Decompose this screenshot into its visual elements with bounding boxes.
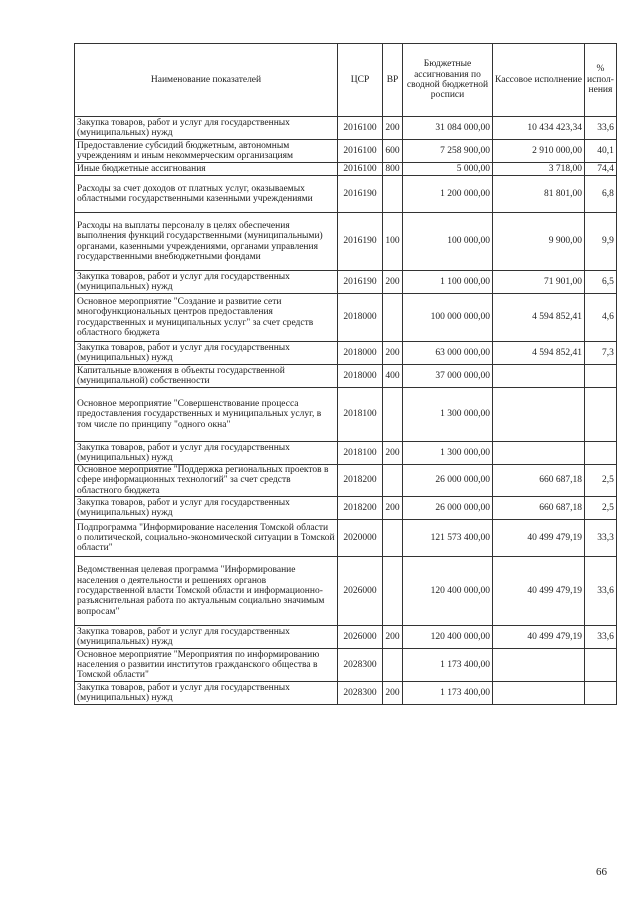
table-row (75, 388, 617, 442)
row-vr (383, 176, 403, 213)
row-pct: 9,9 (585, 213, 617, 271)
row-vr (383, 649, 403, 682)
row-vr: 600 (383, 140, 403, 163)
row-vr: 200 (383, 117, 403, 140)
header-csr: ЦСР (338, 44, 383, 117)
row-cash: 81 801,00 (493, 176, 585, 213)
row-csr: 2028300 (338, 649, 383, 682)
row-name: Основное мероприятие "Создание и развитие сети многофункциональных центров предоставления государственных и муниципальных услуг" за счет средств областного бюджета (75, 294, 338, 342)
row-name: Иные бюджетные ассигнования (75, 163, 338, 176)
row-budget: 7 258 900,00 (403, 140, 493, 163)
row-name: Капитальные вложения в объекты государственной (муниципальной) собственности (75, 365, 338, 388)
row-vr (383, 520, 403, 557)
row-budget: 120 400 000,00 (403, 557, 493, 626)
row-budget: 63 000 000,00 (403, 342, 493, 365)
row-pct: 2,5 (585, 465, 617, 497)
row-budget: 120 400 000,00 (403, 626, 493, 649)
row-pct: 4,6 (585, 294, 617, 342)
table-row (75, 271, 617, 294)
row-budget: 1 173 400,00 (403, 682, 493, 705)
budget-execution-table (74, 43, 617, 705)
table-row (75, 465, 617, 497)
row-vr: 200 (383, 626, 403, 649)
row-name: Расходы за счет доходов от платных услуг, оказываемых областными государственными казенными учреждениями (75, 176, 338, 213)
table-row (75, 520, 617, 557)
row-pct (585, 442, 617, 465)
row-budget: 37 000 000,00 (403, 365, 493, 388)
row-csr: 2016100 (338, 117, 383, 140)
row-name: Закупка товаров, работ и услуг для государственных (муниципальных) нужд (75, 442, 338, 465)
row-budget: 100 000 000,00 (403, 294, 493, 342)
table-row (75, 442, 617, 465)
row-cash: 3 718,00 (493, 163, 585, 176)
row-vr: 200 (383, 497, 403, 520)
row-cash: 4 594 852,41 (493, 294, 585, 342)
row-csr: 2018000 (338, 294, 383, 342)
table-row (75, 342, 617, 365)
row-pct: 33,6 (585, 626, 617, 649)
row-vr: 200 (383, 271, 403, 294)
row-cash (493, 388, 585, 442)
row-vr: 200 (383, 442, 403, 465)
row-csr: 2018000 (338, 342, 383, 365)
row-csr: 2018100 (338, 442, 383, 465)
row-name: Расходы на выплаты персоналу в целях обеспечения выполнения функций государственными (муниципальными) органами, казенными учреждениями, органами управления государственными внебюджетными фондами (75, 213, 338, 271)
row-vr: 400 (383, 365, 403, 388)
row-name: Закупка товаров, работ и услуг для государственных (муниципальных) нужд (75, 497, 338, 520)
row-cash (493, 649, 585, 682)
row-pct (585, 649, 617, 682)
row-vr: 200 (383, 342, 403, 365)
row-cash: 660 687,18 (493, 465, 585, 497)
table-row (75, 163, 617, 176)
row-vr (383, 557, 403, 626)
row-csr: 2018000 (338, 365, 383, 388)
page-number: 66 (596, 866, 607, 878)
row-pct: 40,1 (585, 140, 617, 163)
row-csr: 2018200 (338, 465, 383, 497)
row-vr: 200 (383, 682, 403, 705)
row-name: Закупка товаров, работ и услуг для государственных (муниципальных) нужд (75, 682, 338, 705)
table-row (75, 176, 617, 213)
table-row (75, 557, 617, 626)
row-cash: 9 900,00 (493, 213, 585, 271)
row-budget: 121 573 400,00 (403, 520, 493, 557)
row-pct: 33,6 (585, 557, 617, 626)
header-cash: Кассовое исполнение (493, 44, 585, 117)
row-vr: 100 (383, 213, 403, 271)
header-budget: Бюджетные ассигнования по сводной бюджетной росписи (403, 44, 493, 117)
row-budget: 5 000,00 (403, 163, 493, 176)
row-name: Закупка товаров, работ и услуг для государственных (муниципальных) нужд (75, 271, 338, 294)
table-row (75, 140, 617, 163)
row-pct: 6,8 (585, 176, 617, 213)
table-header-row (75, 44, 617, 117)
row-vr: 800 (383, 163, 403, 176)
row-csr: 2016190 (338, 213, 383, 271)
row-csr: 2018200 (338, 497, 383, 520)
row-cash: 10 434 423,34 (493, 117, 585, 140)
row-pct: 33,6 (585, 117, 617, 140)
row-name: Основное мероприятие "Совершенствование процесса предоставления государственных и муниципальных услуг, в том числе по принципу "одного окна" (75, 388, 338, 442)
row-csr: 2020000 (338, 520, 383, 557)
row-cash: 660 687,18 (493, 497, 585, 520)
row-budget: 100 000,00 (403, 213, 493, 271)
row-budget: 1 300 000,00 (403, 388, 493, 442)
row-name: Закупка товаров, работ и услуг для государственных (муниципальных) нужд (75, 117, 338, 140)
row-name: Основное мероприятие "Поддержка региональных проектов в сфере информационных технологий" за счет средств областного бюджета (75, 465, 338, 497)
table-row (75, 497, 617, 520)
row-name: Подпрограмма "Информирование населения Томской области о политической, социально-экономической ситуации в Томской области" (75, 520, 338, 557)
row-csr: 2016100 (338, 140, 383, 163)
row-budget: 1 300 000,00 (403, 442, 493, 465)
row-pct: 74,4 (585, 163, 617, 176)
row-budget: 1 173 400,00 (403, 649, 493, 682)
table-row (75, 294, 617, 342)
header-name: Наименование показателей (75, 44, 338, 117)
row-csr: 2016100 (338, 163, 383, 176)
row-name: Предоставление субсидий бюджетным, автономным учреждениям и иным некоммерческим организациям (75, 140, 338, 163)
header-pct: % испол-нения (585, 44, 617, 117)
row-pct: 6,5 (585, 271, 617, 294)
table-row (75, 365, 617, 388)
row-csr: 2026000 (338, 626, 383, 649)
row-pct: 7,3 (585, 342, 617, 365)
header-vr: ВР (383, 44, 403, 117)
row-name: Основное мероприятие "Мероприятия по информированию населения о развитии институтов гражданского общества в Томской области" (75, 649, 338, 682)
row-cash: 4 594 852,41 (493, 342, 585, 365)
row-cash: 40 499 479,19 (493, 557, 585, 626)
row-name: Ведомственная целевая программа "Информирование населения о деятельности и решениях органов государственной власти Томской области и информационно-разъяснительная работа по актуальным социально значимым вопросам" (75, 557, 338, 626)
row-pct (585, 365, 617, 388)
table-row (75, 213, 617, 271)
table-body (75, 117, 617, 705)
row-name: Закупка товаров, работ и услуг для государственных (муниципальных) нужд (75, 626, 338, 649)
row-pct (585, 388, 617, 442)
row-budget: 26 000 000,00 (403, 497, 493, 520)
row-vr (383, 465, 403, 497)
row-budget: 31 084 000,00 (403, 117, 493, 140)
row-cash: 40 499 479,19 (493, 520, 585, 557)
row-csr: 2028300 (338, 682, 383, 705)
row-vr (383, 388, 403, 442)
row-csr: 2018100 (338, 388, 383, 442)
row-name: Закупка товаров, работ и услуг для государственных (муниципальных) нужд (75, 342, 338, 365)
row-cash: 71 901,00 (493, 271, 585, 294)
row-csr: 2016190 (338, 271, 383, 294)
row-pct (585, 682, 617, 705)
row-cash (493, 442, 585, 465)
row-csr: 2026000 (338, 557, 383, 626)
row-cash: 40 499 479,19 (493, 626, 585, 649)
table-row (75, 682, 617, 705)
row-budget: 1 100 000,00 (403, 271, 493, 294)
row-pct: 2,5 (585, 497, 617, 520)
table-row (75, 626, 617, 649)
table-row (75, 649, 617, 682)
row-cash (493, 682, 585, 705)
row-vr (383, 294, 403, 342)
row-cash: 2 910 000,00 (493, 140, 585, 163)
row-budget: 26 000 000,00 (403, 465, 493, 497)
row-csr: 2016190 (338, 176, 383, 213)
row-cash (493, 365, 585, 388)
row-budget: 1 200 000,00 (403, 176, 493, 213)
row-pct: 33,3 (585, 520, 617, 557)
table-row (75, 117, 617, 140)
